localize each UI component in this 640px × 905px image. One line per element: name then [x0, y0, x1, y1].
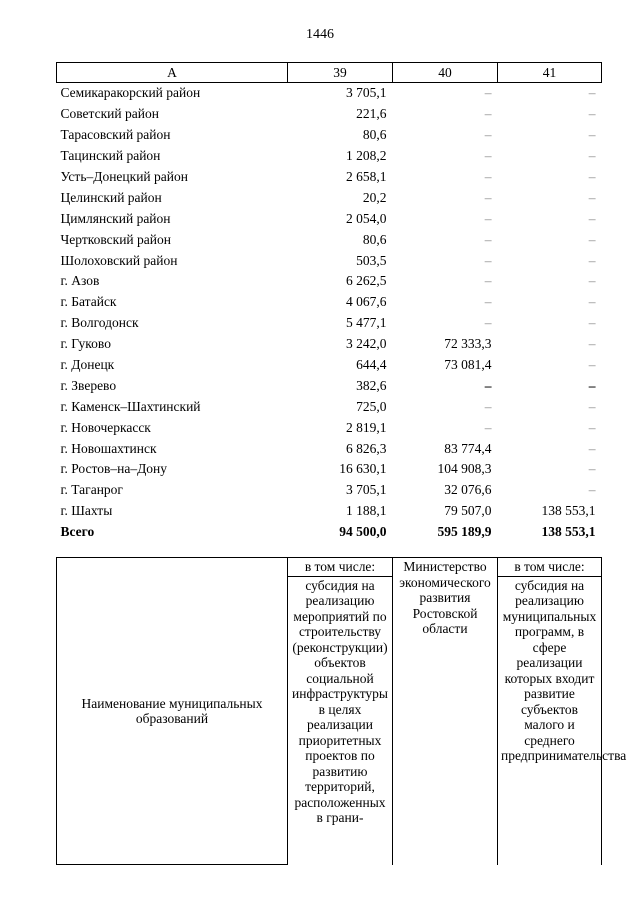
value-cell-41: –	[588, 189, 596, 205]
table-row	[57, 250, 602, 271]
value-cell-39: 2 054,0	[346, 210, 387, 226]
ministry-header-text: Министерство экономического развития Ростовской области	[399, 559, 491, 636]
municipality-name-cell: г. Батайск	[60, 294, 117, 310]
value-cell-39: 3 705,1	[346, 85, 387, 101]
value-cell-41: –	[588, 440, 596, 456]
municipality-name-cell: Цимлянский район	[60, 210, 171, 226]
value-cell-39: 3 705,1	[346, 482, 387, 498]
column-header-40: 40	[393, 63, 498, 83]
value-cell-41: –	[588, 419, 596, 435]
ministry-economic-development-header	[393, 558, 498, 865]
value-cell-40: –	[484, 294, 492, 310]
value-cell-40: –	[484, 273, 492, 289]
total-cell-40: 595 189,9	[437, 524, 492, 540]
value-cell-41: –	[588, 482, 596, 498]
value-cell-41: –	[588, 106, 596, 122]
municipality-name-cell: Семикаракорский район	[60, 85, 201, 101]
value-cell-39: 503,5	[356, 252, 387, 268]
value-cell-39: 1 188,1	[346, 503, 387, 519]
table-row	[57, 208, 602, 229]
column-header-39: 39	[288, 63, 393, 83]
value-cell-40: –	[484, 377, 492, 393]
municipality-name-cell: г. Новочеркасск	[60, 419, 151, 435]
total-cell-39: 94 500,0	[339, 524, 387, 540]
value-cell-39: 2 819,1	[346, 419, 387, 435]
header-table	[56, 557, 627, 865]
table-row	[57, 417, 602, 438]
table-row	[57, 104, 602, 125]
data-table	[56, 62, 602, 543]
value-cell-39: 16 630,1	[339, 461, 387, 477]
value-cell-39: 382,6	[356, 377, 387, 393]
value-cell-39: 4 067,6	[346, 294, 387, 310]
municipalities-name-header: Наименование муниципальных образований	[57, 558, 288, 865]
value-cell-40: –	[484, 252, 492, 268]
table-row	[57, 480, 602, 501]
page-number: 1446	[306, 27, 334, 42]
table-row	[57, 125, 602, 146]
value-cell-40: 73 081,4	[444, 357, 492, 373]
municipality-name-cell: г. Донецк	[60, 357, 115, 373]
value-cell-41: –	[588, 210, 596, 226]
table-row	[57, 396, 602, 417]
table-row	[57, 313, 602, 334]
total-label-cell: Всего	[60, 524, 95, 540]
value-cell-39: 20,2	[362, 189, 387, 205]
value-cell-39: 725,0	[356, 398, 387, 414]
municipality-name-cell: г. Волгодонск	[60, 315, 139, 331]
table-row	[57, 355, 602, 376]
value-cell-40: –	[484, 231, 492, 247]
table-row	[57, 292, 602, 313]
value-cell-40: –	[484, 127, 492, 143]
municipality-name-cell: г. Ростов–на–Дону	[60, 461, 168, 477]
value-cell-39: 6 826,3	[346, 440, 387, 456]
municipality-name-cell: г. Зверево	[60, 377, 117, 393]
table-row	[57, 167, 602, 188]
table-body	[57, 83, 602, 543]
table-row	[57, 375, 602, 396]
value-cell-41: –	[588, 398, 596, 414]
column-header-41: 41	[498, 63, 602, 83]
value-cell-41: –	[588, 231, 596, 247]
subsidy-infrastructure-header: субсидия на реализацию мероприятий по строительству (реконструкции) объектов социальной инфраструктуры в целях реализации приоритетных проектов по развитию территорий, расположенных в грани-	[288, 576, 393, 865]
municipality-name-cell: г. Шахты	[60, 503, 113, 519]
municipality-name-cell: г. Новошахтинск	[60, 440, 157, 456]
value-cell-39: 644,4	[356, 357, 387, 373]
value-cell-41: –	[588, 127, 596, 143]
municipality-name-cell: Чертковский район	[60, 231, 171, 247]
municipality-name-cell: г. Каменск–Шахтинский	[60, 398, 201, 414]
total-cell-41: 138 553,1	[541, 524, 596, 540]
value-cell-41: –	[588, 148, 596, 164]
table-row	[57, 334, 602, 355]
table-row	[57, 438, 602, 459]
table-row	[57, 229, 602, 250]
value-cell-40: –	[484, 148, 492, 164]
value-cell-40: 79 507,0	[444, 503, 492, 519]
value-cell-40: –	[484, 106, 492, 122]
value-cell-39: 5 477,1	[346, 315, 387, 331]
value-cell-40: –	[484, 85, 492, 101]
col39-including-header: в том числе:	[288, 558, 393, 577]
value-cell-41: –	[588, 169, 596, 184]
value-cell-40: 32 076,6	[444, 482, 492, 498]
table-header-row	[57, 63, 602, 83]
table-row	[57, 187, 602, 208]
value-cell-39: 2 658,1	[346, 169, 387, 184]
value-cell-41: –	[588, 252, 596, 268]
col41-including-header: в том числе:	[498, 558, 602, 577]
value-cell-41: –	[588, 357, 596, 373]
value-cell-41: –	[588, 85, 596, 101]
value-cell-41: –	[588, 336, 596, 352]
value-cell-41: –	[588, 273, 596, 289]
header-table-row-1	[57, 558, 602, 577]
value-cell-39: 3 242,0	[346, 336, 387, 352]
value-cell-39: 221,6	[356, 106, 387, 122]
value-cell-40: 104 908,3	[437, 461, 492, 477]
value-cell-39: 80,6	[362, 127, 387, 143]
table-row	[57, 501, 602, 522]
table-row	[57, 146, 602, 167]
municipality-name-cell: Целинский район	[60, 189, 162, 205]
value-cell-40: –	[484, 169, 492, 184]
table-total-row	[57, 522, 602, 543]
municipality-name-cell: Советский район	[60, 106, 159, 122]
value-cell-39: 80,6	[362, 231, 387, 247]
municipality-name-cell: г. Таганрог	[60, 482, 123, 498]
value-cell-40: –	[484, 315, 492, 331]
value-cell-40: –	[484, 189, 492, 205]
municipality-name-cell: Шолоховский район	[60, 252, 178, 268]
value-cell-41: –	[588, 294, 596, 310]
municipality-name-cell: г. Гуково	[60, 336, 111, 352]
value-cell-41: –	[588, 377, 596, 393]
subsidy-small-business-header: субсидия на реализацию муниципальных программ, в сфере реализации которых входит развитие субъектов малого и среднего предпринимательства	[498, 576, 602, 865]
value-cell-40: –	[484, 419, 492, 435]
table-row	[57, 83, 602, 104]
value-cell-41: –	[588, 461, 596, 477]
value-cell-39: 6 262,5	[346, 273, 387, 289]
municipality-name-cell: Тацинский район	[60, 148, 161, 164]
value-cell-41: –	[588, 315, 596, 331]
value-cell-40: 83 774,4	[444, 440, 492, 456]
value-cell-40: –	[484, 398, 492, 414]
value-cell-39: 1 208,2	[346, 148, 387, 164]
value-cell-41: 138 553,1	[541, 503, 596, 519]
table-row	[57, 459, 602, 480]
value-cell-40: 72 333,3	[444, 336, 492, 352]
value-cell-40: –	[484, 210, 492, 226]
table-row	[57, 271, 602, 292]
municipality-name-cell: Усть–Донецкий район	[60, 169, 188, 184]
municipality-name-cell: г. Азов	[60, 273, 100, 289]
municipality-name-cell: Тарасовский район	[60, 127, 171, 143]
column-header-a: А	[57, 63, 288, 83]
